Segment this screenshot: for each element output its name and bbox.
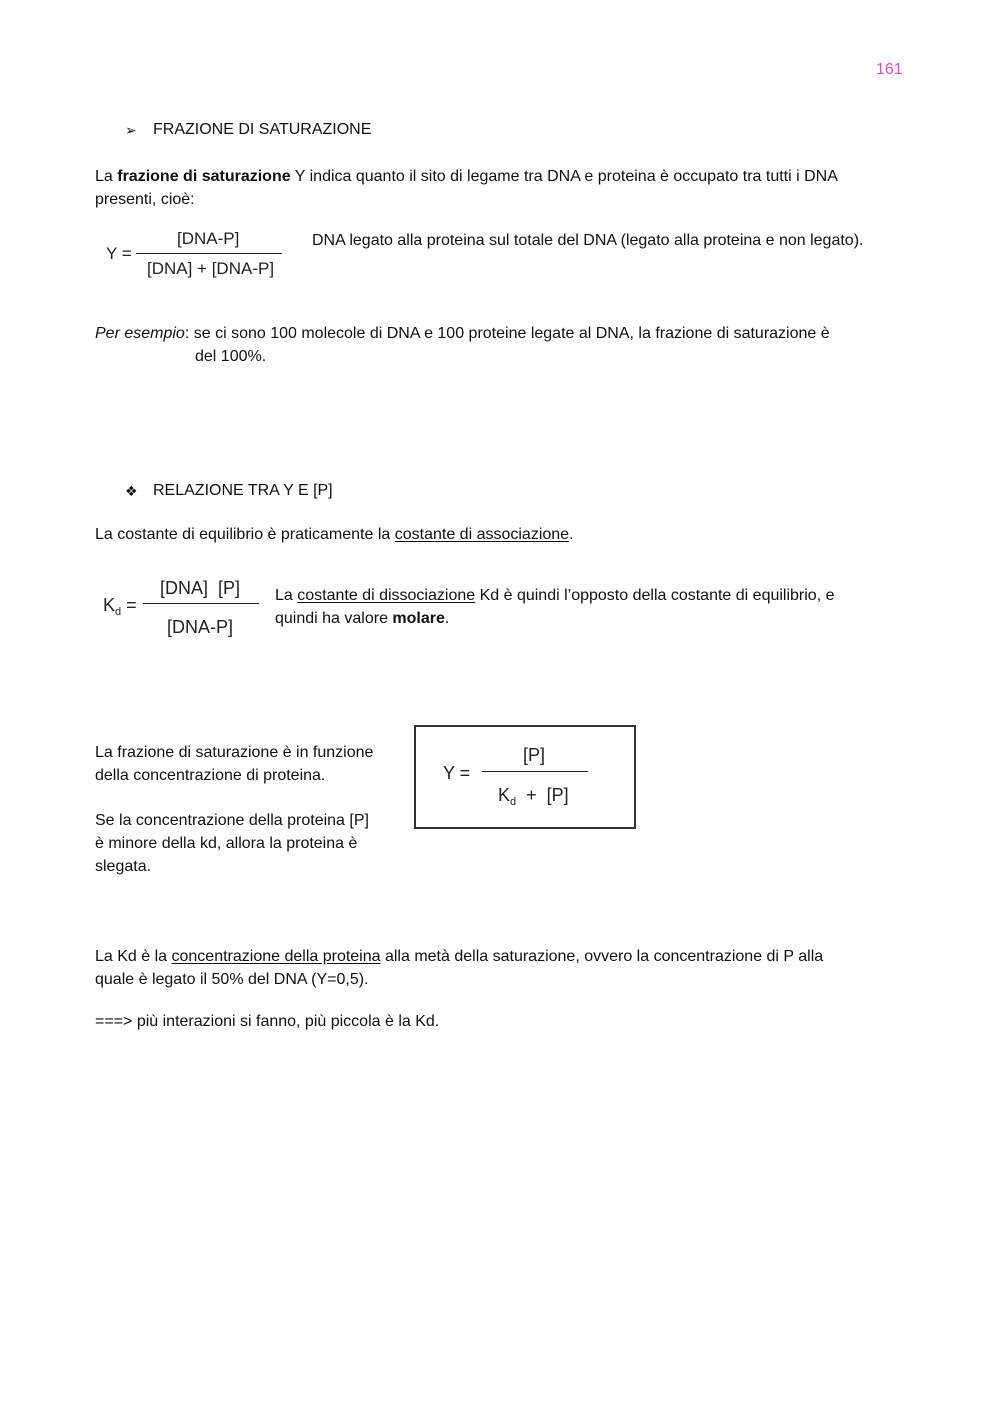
boxed-lhs: Y =: [443, 763, 471, 783]
example-line-1: Per esempio: se ci sono 100 molecole di DNA e 100 proteine legate al DNA, la frazione di saturazione è: [95, 325, 830, 342]
saturation-function-paragraph: La frazione di saturazione è in funzione della concentrazione di proteina.: [95, 744, 374, 784]
intro-line-1: La frazione di saturazione Y indica quanto il sito di legame tra DNA e proteina è occupato tra tutti i DNA: [95, 168, 838, 185]
fraction-bar: [143, 603, 259, 604]
underlined-term: costante di associazione: [394, 526, 570, 543]
kd-lhs: $K_d$ =: [103, 595, 137, 618]
fraction-bar: [136, 253, 282, 254]
kd-numerator: [DNA] [P]: [160, 578, 241, 598]
kd-denominator: [DNA-P]: [167, 617, 234, 637]
concentration-paragraph: Se la concentrazione della proteina [P] è minore della kd, allora la proteina è slegata.: [95, 812, 369, 875]
section-heading-relazione: [125, 482, 333, 500]
diamond-bullet-icon: ❖: [125, 482, 138, 499]
boxed-formula: [414, 725, 636, 829]
intro-paragraph: [95, 165, 915, 211]
section-title: RELAZIONE TRA Y E [P]: [153, 482, 333, 499]
formula-lhs: Y =: [106, 244, 132, 263]
page-number: 161: [876, 61, 903, 78]
arrow-bullet-icon: ➢: [125, 121, 137, 138]
formula-numerator: [DNA-P]: [177, 229, 240, 248]
saturation-formula: [95, 226, 295, 286]
intro-line-2: presenti, cioè:: [95, 191, 195, 208]
equilibrium-paragraph: La costante di equilibrio è praticamente la costante di associazione.: [95, 526, 574, 543]
kd-definition-line-1: La Kd è la concentrazione della proteina alla metà della saturazione, ovvero la concentrazione di P alla: [95, 948, 824, 965]
formula-caption: DNA legato alla proteina sul totale del DNA (legato alla proteina e non legato).: [312, 232, 864, 249]
bold-term: frazione di saturazione: [117, 168, 291, 185]
kd-explanation-line-2: quindi ha valore molare.: [275, 610, 450, 627]
underlined-term: costante di dissociazione: [297, 587, 476, 604]
conclusion-line: ===> più interazioni si fanno, più piccola è la Kd.: [95, 1013, 440, 1030]
boxed-numerator: [P]: [523, 745, 546, 765]
formula-denominator: [DNA] + [DNA-P]: [147, 259, 275, 278]
section-title: FRAZIONE DI SATURAZIONE: [153, 121, 372, 138]
fraction-bar: [482, 771, 588, 772]
underlined-term: concentrazione della proteina: [171, 948, 381, 965]
example-line-2: del 100%.: [195, 348, 267, 365]
kd-definition: [95, 945, 915, 991]
section-heading-frazione: [125, 121, 371, 139]
kd-definition-line-2: quale è legato il 50% del DNA (Y=0,5).: [95, 971, 369, 988]
bold-term: molare: [392, 610, 445, 627]
kd-formula: [95, 573, 270, 645]
boxed-denominator: $K_d + [P]$: [498, 785, 569, 808]
kd-explanation-line-1: La costante di dissociazione Kd è quindi l’opposto della costante di equilibrio, e: [275, 587, 835, 604]
example-label: Per esempio: [95, 325, 185, 342]
kd-explanation: [275, 584, 915, 630]
example-paragraph: [95, 322, 915, 368]
